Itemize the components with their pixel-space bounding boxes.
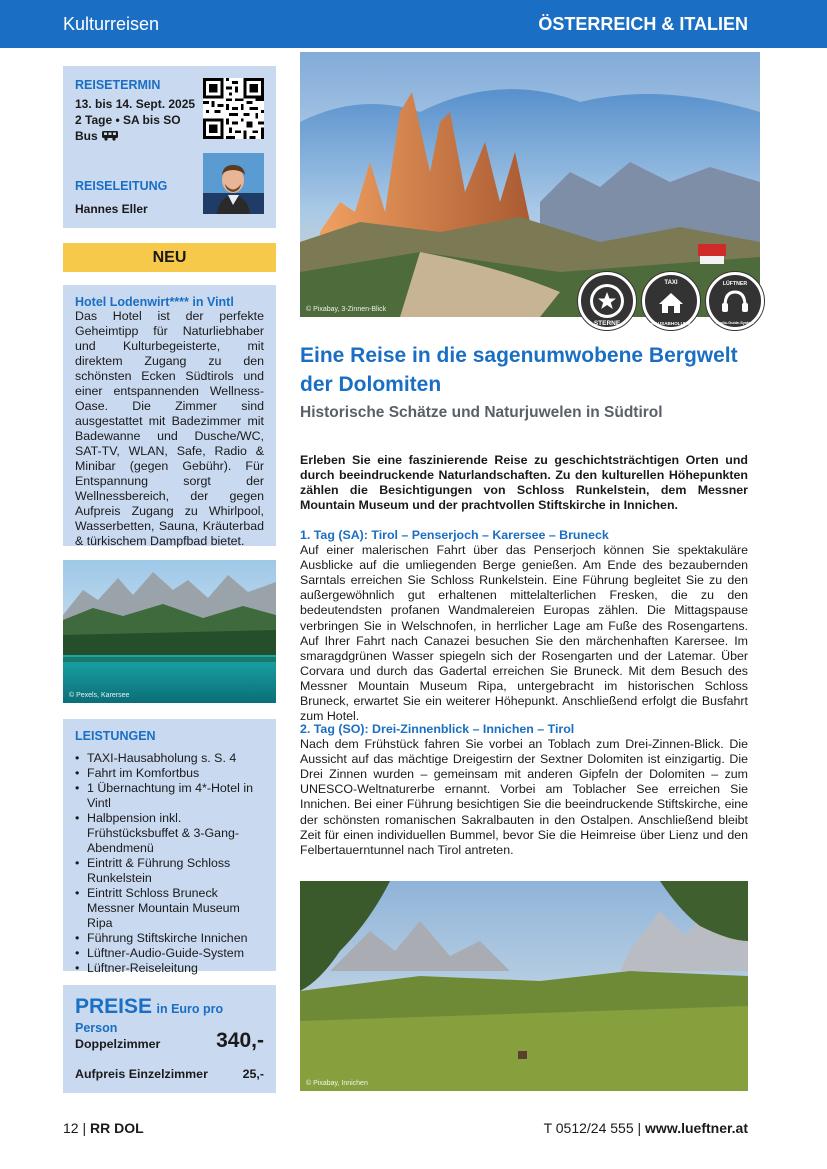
hotel-description: Das Hotel ist der perfekte Geheimtipp für Naturliebhaber und Kulturbegeisterte, mit direktem Zugang zu den schönsten Ecken Südtirols und einer entspannenden Wellness-Oase. Die Zimmer sind ausgestattet mit Badezimmer mit Badewanne und Dusche/WC, SAT-TV, WLAN, Safe, Radio & Minibar (gegen Gebühr). Für Entspannung sorgt der Wellnessbereich, der gegen Aufpreis Zugang zu Whirlpool, Wasserbetten, Sauna, Kräuterbad & türkischem Dampfbad bietet. — [75, 309, 264, 548]
photo-credit: © Pexels, Karersee — [69, 692, 130, 699]
day2-heading: 2. Tag (SO): Drei-Zinnenblick – Innichen – Tirol — [300, 722, 575, 736]
tour-guide-avatar — [203, 153, 264, 214]
services-list — [75, 751, 264, 976]
prices-title: PREISE — [75, 995, 153, 1018]
services-item: • Lüftner-Audio-Guide-System — [75, 946, 264, 961]
stars-icon — [581, 275, 633, 327]
hero-photo-credit: © Pixabay, 3-Zinnen-Blick — [306, 306, 387, 313]
day2-text: Nach dem Frühstück fahren Sie vorbei an Toblach zum Drei-Zinnen-Blick. Die Aussicht auf das mächtige Dreigestirn der Sextner Dolomiten ist einzigartig. Die Drei Zinnen wurden – gemeinsam mit anderen Gipfeln der Dolomiten – zum UNESCO-Weltnaturerbe ernannt. Vorbei am Toblacher See erreichen Sie Innichen. Bei einer Führung besichtigen Sie die beeindruckende Stiftskirche, eine der schönsten romanischen Sakralbauten in den Ostalpen. Anschließend bleibt Zeit für einen individuellen Bummel, bevor Sie die Heimreise über Lienz und den Felbertauerntunnel nach Tirol antreten. — [300, 737, 748, 857]
phone-number: T 0512/24 555 — [543, 1120, 634, 1136]
bottom-photo-credit: © Pixabay, Innichen — [306, 1080, 368, 1087]
website-link[interactable]: www.lueftner.at — [645, 1120, 748, 1136]
transport-label: Bus — [75, 129, 98, 143]
page-footer-left — [63, 1120, 144, 1136]
day1-section — [300, 528, 748, 724]
page-footer-right — [544, 1120, 748, 1136]
day2-section — [300, 722, 748, 858]
region-label: ÖSTERREICH & ITALIEN — [538, 14, 748, 34]
travel-date-value: 13. bis 14. Sept. 2025 — [75, 97, 196, 111]
travel-date-label: REISETERMIN — [75, 78, 161, 92]
services-item: • Führung Stiftskirche Innichen — [75, 931, 264, 946]
price-row-double — [75, 1029, 264, 1052]
price-value: 25,- — [242, 1067, 264, 1081]
travel-date-panel — [63, 66, 276, 228]
services-item: • TAXI-Hausabholung s. S. 4 — [75, 751, 264, 766]
travel-duration: 2 Tage • SA bis SO — [75, 113, 181, 127]
tour-guide-name: Hannes Eller — [75, 202, 148, 216]
headset-icon — [709, 275, 761, 327]
svg-text:HAUSABHOLUNG: HAUSABHOLUNG — [651, 321, 691, 326]
article-subtitle: Historische Schätze und Naturjuwelen in Südtirol — [300, 404, 663, 421]
services-item: • Eintritt Schloss Bruneck Messner Mountain Museum Ripa — [75, 886, 264, 931]
article-title: Eine Reise in die sagenumwobene Bergwelt der Dolomiten — [300, 344, 738, 396]
karersee-photo — [63, 560, 276, 703]
house-icon — [645, 275, 697, 327]
services-item: • 1 Übernachtung im 4*-Hotel in Vintl — [75, 781, 264, 811]
hotel-panel — [63, 285, 276, 546]
price-label: Doppelzimmer — [75, 1037, 161, 1051]
prices-panel — [63, 985, 276, 1093]
services-panel — [63, 719, 276, 975]
price-label: Aufpreis Einzelzimmer — [75, 1067, 208, 1081]
price-row-single-supplement — [75, 1067, 264, 1081]
footer-separator: | — [82, 1120, 90, 1136]
innichen-photo — [300, 881, 748, 1091]
svg-text:Audio-Guide-System: Audio-Guide-System — [716, 321, 754, 325]
stars-badge — [578, 272, 636, 330]
bus-icon — [101, 130, 119, 141]
new-badge: NEU — [63, 243, 276, 272]
page-number: 12 — [63, 1120, 79, 1136]
article-intro: Erleben Sie eine faszinierende Reise zu geschichtsträchtigen Orten und durch beeindruckende Naturlandschaften. Zu den kulturellen Höhepunkten zählen die Besichtigungen von Schloss Runkelstein, dem Messner Mountain Museum und der prachtvollen Stiftskirche in Innichen. — [300, 453, 748, 513]
services-item: • Fahrt im Komfortbus — [75, 766, 264, 781]
day1-heading: 1. Tag (SA): Tirol – Penserjoch – Karersee – Bruneck — [300, 528, 609, 542]
trip-code: RR DOL — [90, 1120, 144, 1136]
header-bar — [0, 0, 827, 48]
services-item: • Lüftner-Reiseleitung — [75, 961, 264, 976]
footer-separator: | — [637, 1120, 646, 1136]
svg-text:TAXI: TAXI — [664, 280, 678, 286]
tour-guide-label: REISELEITUNG — [75, 179, 168, 193]
day1-text: Auf einer malerischen Fahrt über das Penserjoch können Sie spektakuläre Ausblicke auf die umliegenden Berge genießen. Am Ende des bezaubernden Sarntals erreichen Sie Schloss Runkelstein. Eine Führung begleitet Sie zu den außergewöhnlich gut erhaltenen mittelalterlichen Fresken, die zu den bedeutendsten profanen Wandmalereien Europas zählen. Die Mittagspause verbringen Sie in Welschnofen, in herrlicher Lage am Fuße des Rosengartens. Auf Ihrer Fahrt nach Canazei besuchen Sie den märchenhaften Karersee. Im smaragdgrünen Wasser spiegeln sich der Rosengarten und der Latemar. Über Corvara und durch das Gadertal erreichen Sie Bruneck. Mit dem Besuch des Messner Mountain Museum Ripa, untergebracht im historischen Schloss Bruneck, erwartet Sie ein weiterer Höhepunkt. Anschließend erfolgt die Busfahrt zum Hotel. — [300, 543, 748, 724]
services-label: LEISTUNGEN — [75, 729, 156, 743]
taxi-badge — [642, 272, 700, 330]
svg-text:LÜFTNER: LÜFTNER — [722, 281, 748, 287]
prices-subtitle: in Euro pro Person — [75, 1002, 224, 1035]
feature-badges — [578, 272, 768, 332]
audio-guide-badge — [706, 272, 764, 330]
price-value: 340,- — [216, 1029, 264, 1052]
category-label: Kulturreisen — [63, 14, 160, 34]
stars-badge-label: STERNE — [593, 320, 621, 327]
services-item: • Halbpension inkl. Frühstücksbuffet & 3-Gang-Abendmenü — [75, 811, 264, 856]
hotel-name: Hotel Lodenwirt**** in Vintl — [75, 295, 234, 309]
qr-code[interactable] — [203, 78, 264, 139]
services-item: • Eintritt & Führung Schloss Runkelstein — [75, 856, 264, 886]
